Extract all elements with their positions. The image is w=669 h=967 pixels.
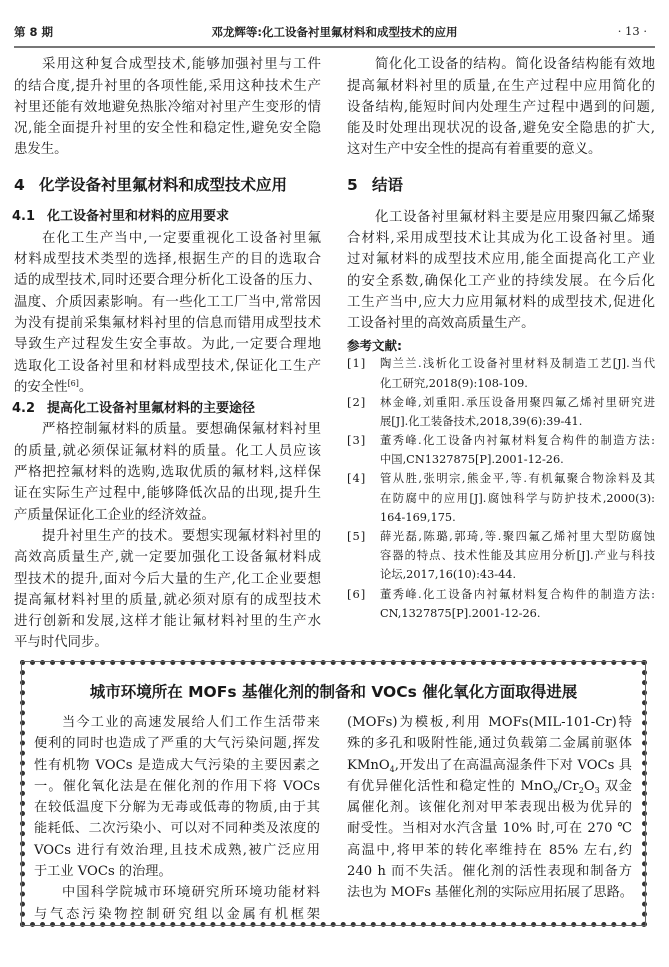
reference-item bbox=[347, 393, 655, 431]
reference-number: [3] bbox=[347, 433, 367, 448]
reference-line: 管从胜,张明宗,熊金平,等.有机氟聚合物涂料及其 bbox=[380, 472, 655, 486]
text-line: 法也为 MOFs 基催化剂的实际应用拓展了思路。 bbox=[347, 885, 633, 901]
text-line: 于工业 VOCs 的治理。 bbox=[34, 864, 172, 880]
reference-item bbox=[347, 354, 655, 392]
text-line: 殊的多孔和吸附性能,通过负载第二金属前驱体 bbox=[347, 736, 632, 752]
heading-text: 化工设备衬里和材料的应用要求 bbox=[47, 209, 230, 225]
text-line: VOCs 进行有效治理,且技术成熟,被广泛应用 bbox=[34, 842, 320, 858]
text-line: 采用这种复合成型技术,能够加强衬里与工件 bbox=[42, 57, 321, 73]
news-box-title: 城市环境所在 MOFs 基催化剂的制备和 VOCs 催化氧化方面取得进展 bbox=[89, 683, 578, 701]
reference-list bbox=[347, 354, 655, 623]
paragraph bbox=[14, 526, 321, 654]
text-line: 过对氟材料的成型技术应用,能全面提高化工产业 bbox=[347, 252, 655, 268]
subsection-heading bbox=[14, 206, 321, 227]
paragraph bbox=[34, 712, 320, 882]
text-line: 合材料,采用成型技术让其成为化工设备衬里。通 bbox=[347, 231, 655, 247]
text-line: 况,能全面提升衬里的安全性和稳定性,避免安全隐 bbox=[14, 121, 321, 137]
paragraph bbox=[14, 228, 321, 398]
text-run: 双金 bbox=[599, 778, 632, 794]
reference-item bbox=[347, 469, 655, 527]
text-line: 的结合度,提升衬里的各项性能,采用这种技术生产 bbox=[14, 78, 321, 94]
text-line: 型技术的提升,面对今后大量的生产,化工企业要想 bbox=[14, 571, 321, 587]
reference-line: 薛光磊,陈璐,郭琦,等.聚四氟乙烯衬里大型防腐蚀 bbox=[380, 530, 655, 544]
reference-line: 164-169,175. bbox=[380, 510, 456, 524]
text-line: 产质量保证化工企业的经济效益。 bbox=[14, 507, 215, 523]
reference-number: [6] bbox=[347, 586, 367, 601]
reference-number: [2] bbox=[347, 394, 367, 409]
text-line: 能及时处理出现状况的设备,避免安全隐患的扩大, bbox=[347, 121, 655, 137]
text-line: 患发生。 bbox=[14, 142, 68, 158]
reference-item bbox=[347, 527, 655, 585]
text-run: 有优异催化活性和稳定性的 MnO bbox=[347, 778, 554, 794]
text-line: 的质量,就必须保证氟材料的质量。化工人员应该 bbox=[14, 443, 321, 459]
heading-text: 结语 bbox=[372, 175, 404, 194]
text-line bbox=[347, 776, 632, 797]
text-line: 选取化工设备衬里和材料成型技术,保证化工生产 bbox=[14, 358, 321, 374]
paragraph bbox=[347, 712, 632, 904]
text-line: 导致生产过程发生安全事故。为此,一定要合理地 bbox=[14, 337, 321, 353]
heading-number: 4.2 bbox=[12, 401, 36, 417]
subscript: 2 bbox=[578, 785, 584, 795]
text-line: 温度、介质因素影响。有一些化工工厂当中,常常因 bbox=[14, 294, 321, 310]
text-line: 严格把控氟材料的选购,选取优质的氟材料,这样保 bbox=[14, 465, 321, 481]
reference-line: CN,1327875[P].2001-12-26. bbox=[380, 606, 541, 620]
text-line: 为没有提前采集氟材料衬里的信息而错用成型技术 bbox=[14, 315, 321, 331]
subscript: 3 bbox=[594, 785, 600, 795]
heading-text: 提高化工设备衬里氟材料的主要途径 bbox=[47, 401, 256, 417]
citation-superscript: [6] bbox=[67, 378, 79, 388]
text-run: 的安全性 bbox=[14, 379, 68, 395]
text-line: 提高氟材料衬里的质量,就必须对原有的成型技术 bbox=[14, 592, 321, 608]
news-box-right-column bbox=[347, 712, 632, 904]
news-box-left-column bbox=[34, 712, 320, 925]
text-line: 进行创新和发展,这样才能让氟材料衬里的生产水 bbox=[14, 614, 321, 630]
text-line: 工设备衬里的高效高质量生产。 bbox=[347, 316, 535, 332]
paragraph bbox=[347, 54, 655, 160]
heading-number: 5 bbox=[347, 175, 358, 194]
references-heading: 参考文献: bbox=[347, 338, 402, 354]
reference-line: 董秀峰.化工设备内衬氟材料复合构件的制造方法: bbox=[380, 434, 655, 448]
text-line: 设备结构,能短时间内处理生产过程中遇到的问题, bbox=[347, 99, 655, 115]
reference-line: 展[J].化工装备技术,2018,39(6):39-41. bbox=[380, 414, 583, 428]
paragraph bbox=[34, 882, 320, 925]
text-line: 中国科学院城市环境研究所环境功能材料 bbox=[62, 885, 320, 901]
reference-number: [4] bbox=[347, 471, 367, 486]
reference-line: 容器的特点、技术性能及其应用分析[J].产业与科技 bbox=[380, 549, 655, 563]
right-column bbox=[347, 54, 655, 623]
issue-number: 第 8 期 bbox=[14, 25, 54, 39]
text-line: 高效高质量生产,就一定要加强化工设备氟材料成 bbox=[14, 550, 321, 566]
text-line: 耐受性。当相对水汽含量 10% 时,可在 270 ℃ bbox=[347, 821, 632, 837]
running-title: 邓龙辉等:化工设备衬里氟材料和成型技术的应用 bbox=[211, 25, 458, 39]
text-line: 简化化工设备的结构。简化设备结构能有效地 bbox=[375, 57, 655, 73]
text-line: 这对生产中安全性的提高有着重要的意义。 bbox=[347, 142, 602, 158]
text-line: 工生产当中,应大力应用氟材料的成型技术,促进化 bbox=[347, 294, 655, 310]
text-line: 严格控制氟材料的质量。要想确保氟材料衬里 bbox=[42, 422, 321, 438]
text-line bbox=[14, 377, 321, 398]
text-line: 在化工生产当中,一定要重视化工设备衬里氟 bbox=[42, 230, 321, 246]
text-line: 能耗低、二次污染小、可以对不同种类及浓度的 bbox=[34, 821, 320, 837]
page-number: · 13 · bbox=[617, 24, 647, 38]
reference-number: [5] bbox=[347, 529, 367, 544]
text-line: 性有机物 VOCs 是造成大气污染的主要因素之 bbox=[34, 757, 320, 773]
left-column bbox=[14, 54, 321, 653]
paragraph bbox=[14, 54, 321, 160]
section-heading bbox=[14, 171, 321, 199]
text-line: 属催化剂。该催化剂对甲苯表现出极为优异的 bbox=[347, 800, 632, 816]
text-line: 提高氟材料衬里的质量,在生产过程中应用简化的 bbox=[347, 78, 655, 94]
text-line: 便利的同时也造成了严重的大气污染问题,挥发 bbox=[34, 736, 320, 752]
reference-line: 论坛,2017,16(10):43-44. bbox=[380, 568, 517, 582]
text-run: 。 bbox=[78, 379, 93, 395]
text-line: 高温中,将甲苯的转化率维持在 85% 左右,约 bbox=[347, 842, 632, 858]
subsection-heading bbox=[14, 398, 321, 419]
heading-number: 4.1 bbox=[12, 209, 36, 225]
text-line: 与气态污染物控制研究组以金属有机框架 bbox=[34, 906, 320, 922]
text-line: 适的成型技术,同时还要合理分析化工设备的压力、 bbox=[14, 273, 321, 289]
text-run: O bbox=[583, 778, 595, 794]
text-line: 衬里还能有效地避免热胀冷缩对衬里产生变形的情 bbox=[14, 99, 321, 115]
text-run: ,开发出了在高温高湿条件下对 VOCs 具 bbox=[394, 757, 632, 773]
reference-item bbox=[347, 431, 655, 469]
reference-line: 中国,CN1327875[P].2001-12-26. bbox=[380, 453, 564, 467]
heading-number: 4 bbox=[14, 175, 25, 194]
header-rule bbox=[14, 46, 655, 48]
reference-line: 林金峰,刘重阳.承压设备用聚四氟乙烯衬里研究进 bbox=[380, 395, 655, 409]
paragraph bbox=[14, 419, 321, 525]
text-line: 的安全系数,确保化工产业的持续发展。在今后化 bbox=[347, 273, 655, 289]
reference-item bbox=[347, 585, 655, 623]
subscript: x bbox=[553, 785, 558, 795]
text-line: 平与时代同步。 bbox=[14, 635, 108, 651]
text-run: KMnO bbox=[347, 757, 390, 773]
reference-line: 董秀峰.化工设备内衬氟材料复合构件的制造方法: bbox=[380, 587, 655, 601]
reference-line: 在防腐中的应用[J].腐蚀科学与防护技术,2000(3): bbox=[380, 491, 655, 505]
text-line: 提升衬里生产的技术。要想实现氟材料衬里的 bbox=[42, 528, 321, 544]
subscript: 4 bbox=[389, 764, 395, 774]
text-line: 材料成型技术类型的选择,根据生产的目的选取合 bbox=[14, 252, 321, 268]
text-line: (MOFs)为模板,利用 MOFs(MIL-101-Cr)特 bbox=[347, 715, 632, 730]
text-run: /Cr bbox=[557, 778, 579, 794]
news-box bbox=[20, 660, 647, 927]
reference-line: 化工研究,2018(9):108-109. bbox=[380, 376, 528, 390]
reference-number: [1] bbox=[347, 356, 367, 371]
text-line: 在较低温度下分解为无毒或低毒的物质,由于其 bbox=[34, 800, 320, 816]
paragraph bbox=[347, 207, 655, 335]
text-line: 当今工业的高速发展给人们工作生活带来 bbox=[62, 715, 320, 730]
reference-line: 陶兰兰.浅析化工设备衬里材料及制造工艺[J].当代 bbox=[380, 357, 655, 371]
section-heading bbox=[347, 171, 655, 199]
text-line: 化工设备衬里氟材料主要是应用聚四氟乙烯聚 bbox=[375, 209, 655, 225]
text-line: 一。催化氧化法是在催化剂的作用下将 VOCs bbox=[34, 778, 320, 794]
text-line bbox=[347, 755, 632, 776]
text-line: 证在实际生产过程中,能够降低次品的出现,提升生 bbox=[14, 486, 321, 502]
text-line: 240 h 而不失活。催化剂的活性表现和制备方 bbox=[347, 864, 632, 880]
heading-text: 化学设备衬里氟材料和成型技术应用 bbox=[39, 175, 288, 194]
